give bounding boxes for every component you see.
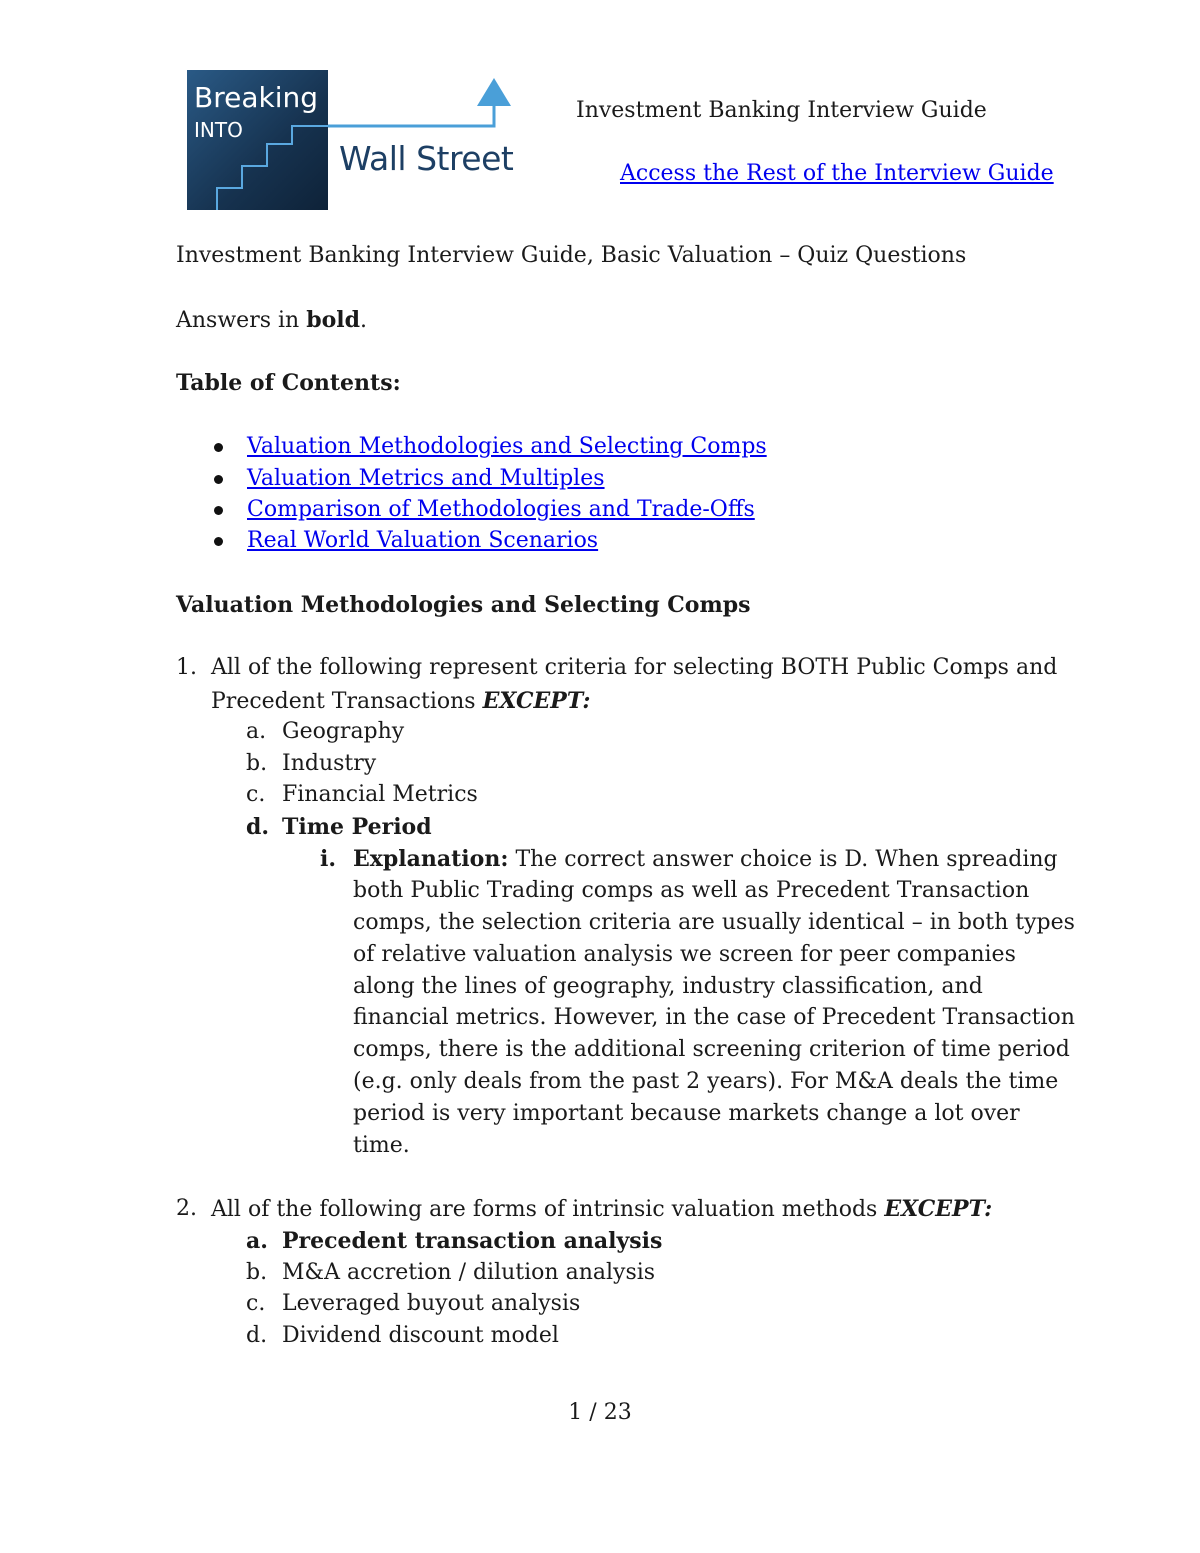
- option-text: M&A accretion / dilution analysis: [282, 1260, 656, 1285]
- option-text: Industry: [282, 751, 377, 776]
- question-1-except: EXCEPT:: [482, 688, 591, 714]
- question-2-text: All of the following are forms of intrinsic valuation methods: [211, 1197, 885, 1222]
- option-letter: a.: [246, 1228, 268, 1254]
- option-letter: d.: [246, 814, 270, 840]
- explanation-line: financial metrics. However, in the case of Precedent Transaction: [353, 1005, 1075, 1030]
- logo-text-wall-street: Wall Street: [339, 139, 514, 178]
- toc-bullet: [214, 443, 223, 452]
- access-guide-link[interactable]: Access the Rest of the Interview Guide: [620, 161, 1054, 186]
- option-text-correct-answer: Precedent transaction analysis: [282, 1228, 663, 1254]
- toc-link-comparison-methodologies[interactable]: Comparison of Methodologies and Trade-Offs: [247, 497, 755, 522]
- explanation-line: period is very important because markets change a lot over: [353, 1101, 1020, 1126]
- question-2-except: EXCEPT:: [884, 1196, 993, 1222]
- header-guide-title: Investment Banking Interview Guide: [576, 98, 987, 123]
- answers-note: [176, 309, 367, 332]
- answers-note-bold: bold: [306, 307, 360, 333]
- section-heading: Valuation Methodologies and Selecting Comps: [176, 592, 751, 618]
- document-title: Investment Banking Interview Guide, Basic Valuation – Quiz Questions: [176, 243, 967, 268]
- breaking-into-wall-street-logo: [187, 70, 517, 212]
- option-text: Geography: [282, 719, 405, 744]
- explanation-line: along the lines of geography, industry classification, and: [353, 974, 983, 999]
- explanation-label: Explanation:: [353, 846, 509, 872]
- question-1-line-2: [211, 690, 591, 713]
- option-letter: b.: [246, 751, 268, 776]
- page-number: 1 / 23: [568, 1400, 632, 1425]
- option-text-correct-answer: Time Period: [282, 814, 432, 840]
- explanation-numeral: i.: [320, 846, 337, 872]
- option-letter: b.: [246, 1260, 268, 1285]
- option-letter: d.: [246, 1323, 268, 1348]
- toc-heading: Table of Contents:: [176, 370, 401, 396]
- question-1-number: 1.: [176, 655, 197, 680]
- explanation-line: time.: [353, 1133, 410, 1158]
- answers-note-suffix: .: [360, 308, 367, 333]
- question-2-line-1: [211, 1198, 992, 1221]
- answers-note-prefix: Answers in: [176, 308, 307, 333]
- explanation-line: (e.g. only deals from the past 2 years). For M&A deals the time: [353, 1069, 1059, 1094]
- logo-text-breaking: Breaking: [194, 81, 319, 114]
- toc-link-valuation-methodologies[interactable]: Valuation Methodologies and Selecting Comps: [247, 434, 767, 459]
- toc-bullet: [214, 537, 223, 546]
- question-1-line-1: All of the following represent criteria for selecting BOTH Public Comps and: [211, 655, 1058, 680]
- option-text: Financial Metrics: [282, 782, 478, 807]
- toc-bullet: [214, 506, 223, 515]
- explanation-text: The correct answer choice is D. When spreading: [508, 847, 1058, 872]
- option-text: Dividend discount model: [282, 1323, 559, 1348]
- toc-bullet: [214, 475, 223, 484]
- question-1-line-2-text: Precedent Transactions: [211, 689, 483, 714]
- explanation-line: of relative valuation analysis we screen for peer companies: [353, 942, 1016, 967]
- explanation-line-1: [353, 848, 1058, 871]
- logo-text-into: INTO: [194, 118, 243, 142]
- toc-link-real-world-scenarios[interactable]: Real World Valuation Scenarios: [247, 528, 599, 553]
- explanation-line: comps, there is the additional screening criterion of time period: [353, 1037, 1070, 1062]
- option-letter: c.: [246, 1291, 266, 1316]
- option-letter: a.: [246, 719, 267, 744]
- option-letter: c.: [246, 782, 266, 807]
- question-2-number: 2.: [176, 1196, 197, 1221]
- toc-link-valuation-metrics[interactable]: Valuation Metrics and Multiples: [247, 466, 605, 491]
- explanation-line: comps, the selection criteria are usually identical – in both types: [353, 910, 1075, 935]
- option-text: Leveraged buyout analysis: [282, 1291, 581, 1316]
- explanation-line: both Public Trading comps as well as Precedent Transaction: [353, 878, 1030, 903]
